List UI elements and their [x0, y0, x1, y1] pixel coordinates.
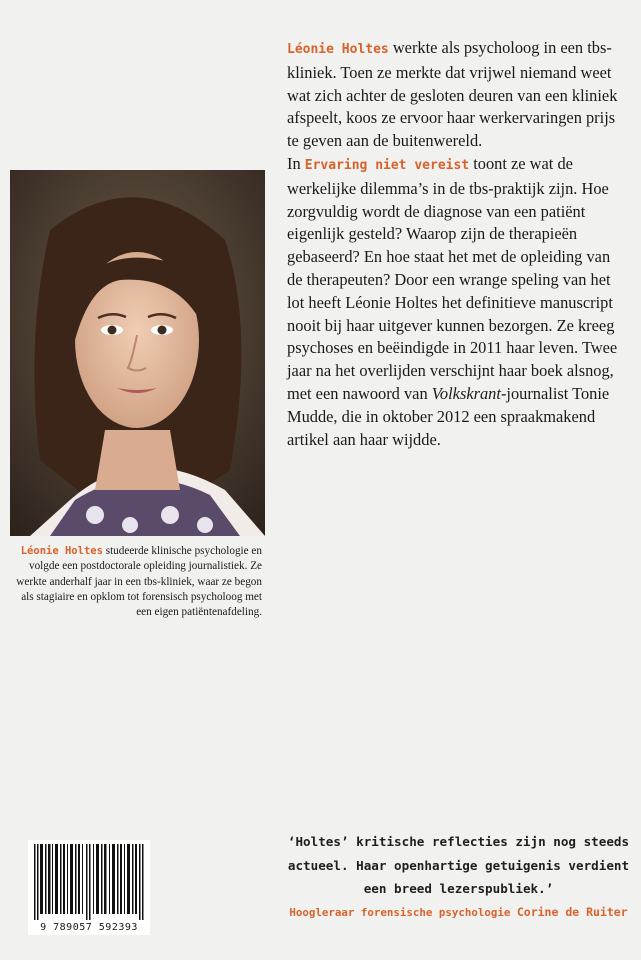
quote-attribution: Hoogleraar forensische psychologie Corine de Ruiter [289, 904, 628, 919]
isbn-number: 9 789057 592393 [40, 922, 138, 933]
bio-author-name: Léonie Holtes [20, 545, 103, 557]
isbn-barcode [28, 840, 150, 935]
book-title-highlight: Ervaring niet vereist [304, 157, 470, 173]
quote-text: ‘Holtes’ kritische reflecties zijn nog steeds actueel. Haar openhartige getuigenis verdient een breed lezerspubliek.’ [287, 834, 630, 896]
author-name-highlight: Léonie Holtes [287, 42, 389, 57]
barcode-bars [28, 840, 150, 920]
author-photo [10, 170, 265, 536]
blurb-paragraph-2: In Ervaring niet vereist toont ze wat de werkelijke dilemma’s in de tbs-praktijk zijn. Hoe zorgvuldig wordt de diagnose van een patiënt eigenlijk gesteld? Waarop zijn de therapieën gebaseerd? En hoe staat het met de opleiding van de therapeuten? Door een wrange speling van het lot heeft Léonie Holtes het definitieve manuscript nooit bij haar uitgever kunnen bezorgen. Ze kreeg psychoses en beëindigde in 2011 haar leven. Twee jaar na het overlijden verschijnt haar boek alsnog, met een nawoord van Volkskrant-journalist Tonie Mudde, die in oktober 2012 een spraakmakend artikel aan haar wijdde. [287, 153, 618, 449]
newspaper-name: Volkskrant [431, 383, 501, 403]
review-quote [286, 830, 631, 924]
blurb-paragraph-1: Léonie Holtes werkte als psycholoog in een tbs-kliniek. Toen ze merkte dat vrijwel niemand weet wat zich achter de gesloten deuren van een kliniek afspeelt, koos ze ervoor haar werkervaringen prijs te geven aan de buitenwereld. [287, 38, 618, 151]
blurb-text [287, 37, 627, 451]
author-bio: Léonie Holtes studeerde klinische psychologie en volgde een postdoctorale opleiding journalistiek. Ze werkte anderhalf jaar in een tbs-kliniek, waar ze begon als stagiaire en opklom tot forensisch psycholoog met een eigen patiëntenafdeling. [16, 545, 262, 619]
